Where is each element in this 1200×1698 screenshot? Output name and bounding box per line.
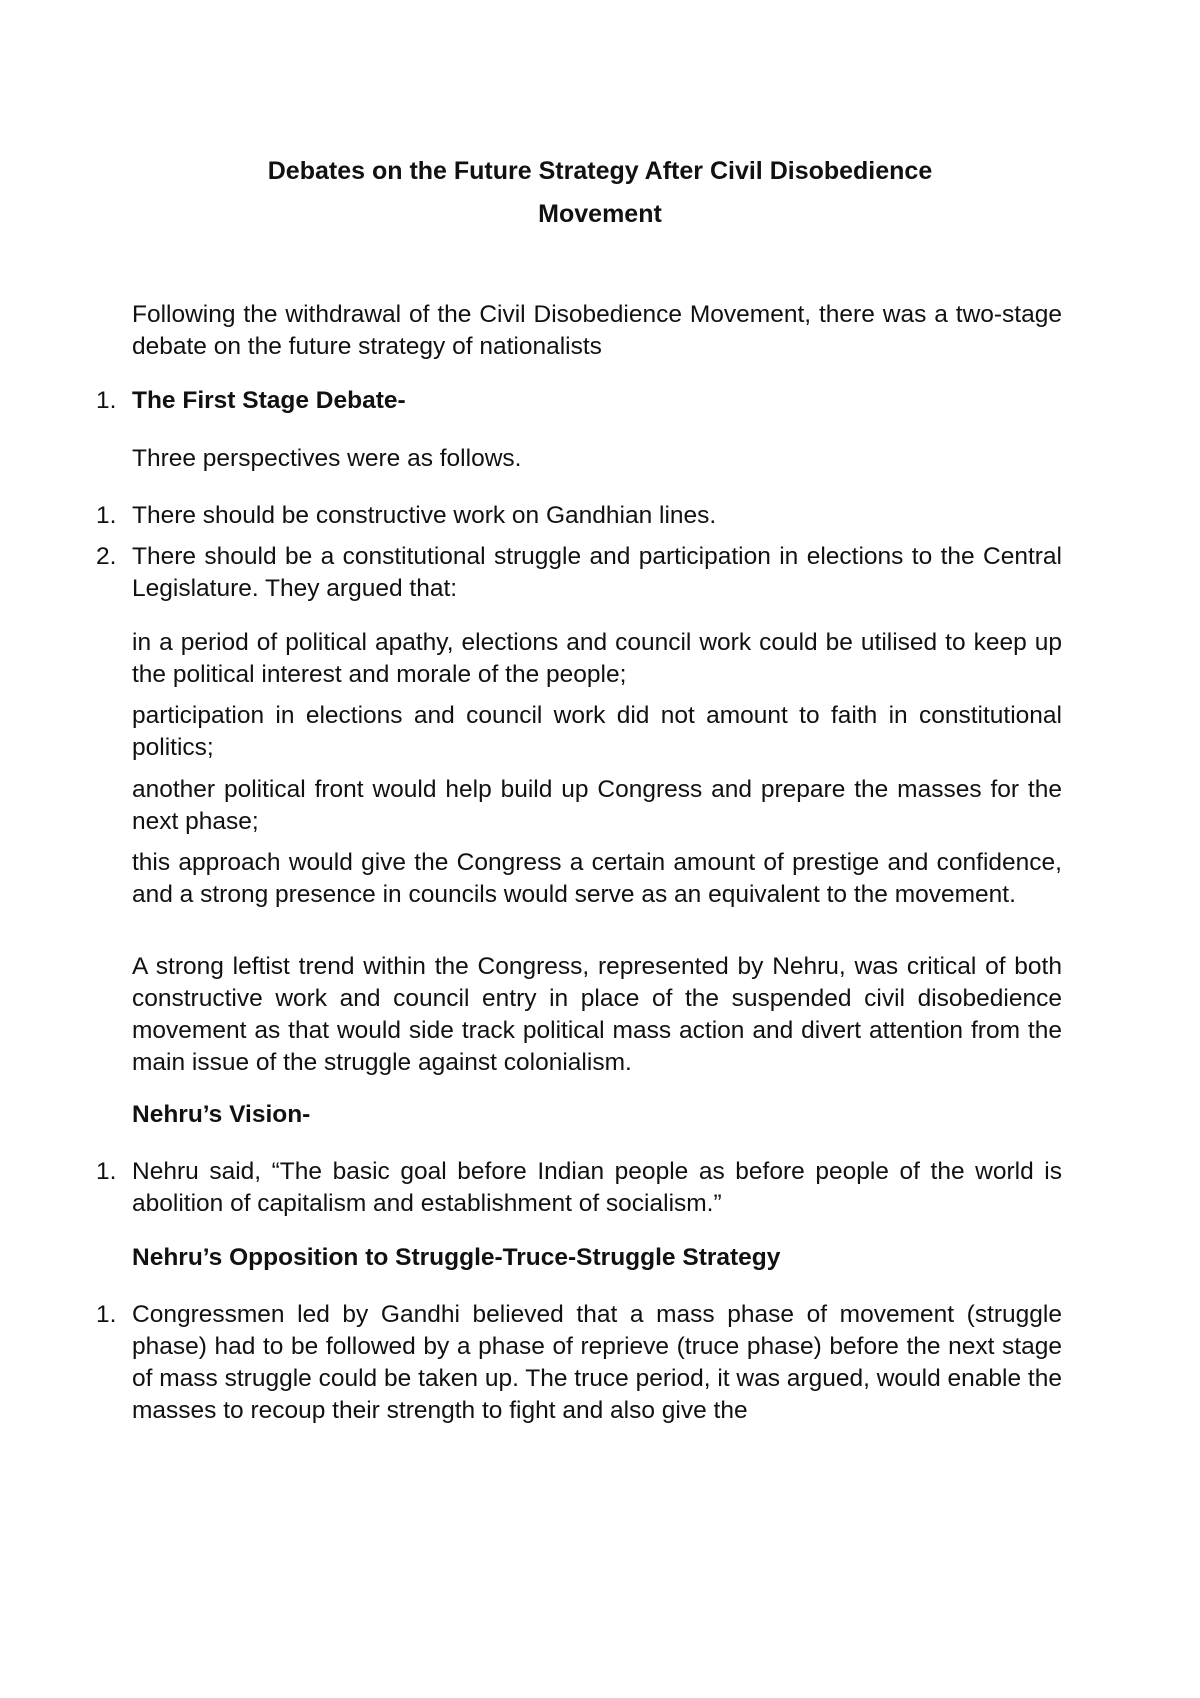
perspective-1-text: There should be constructive work on Gandhian lines. (132, 502, 717, 529)
argument-2: participation in elections and council work did not amount to faith in constitutional politics; (132, 702, 1062, 761)
opposition-item-text: Congressmen led by Gandhi believed that a mass phase of movement (struggle phase) had to be followed by a phase of reprieve (truce phase) before the next stage of mass struggle could be taken up. The truce period, it was argued, would enable the masses to recoup their strength to fight and also give the (132, 1301, 1062, 1424)
vision-item-number: 1. (96, 1158, 117, 1185)
section-1-number: 1. (96, 387, 117, 414)
perspective-2-text: There should be a constitutional struggle and participation in elections to the Central Legislature. They argued that: (132, 543, 1062, 602)
opposition-item-number: 1. (96, 1301, 117, 1328)
leftist-paragraph: A strong leftist trend within the Congress, represented by Nehru, was critical of both constructive work and council entry in place of the suspended civil disobedience movement as that would side track political mass action and divert attention from the main issue of the struggle against colonialism. (132, 953, 1062, 1076)
title-line-2: Movement (538, 200, 662, 228)
perspectives-lead: Three perspectives were as follows. (132, 445, 522, 472)
title-line-1: Debates on the Future Strategy After Civil Disobedience (267, 157, 933, 185)
section-1-heading: The First Stage Debate- (132, 387, 406, 414)
perspective-1-number: 1. (96, 502, 117, 529)
opposition-heading: Nehru’s Opposition to Struggle-Truce-Struggle Strategy (132, 1244, 781, 1271)
document-title (0, 150, 1200, 236)
argument-3: another political front would help build up Congress and prepare the masses for the next phase; (132, 776, 1062, 835)
intro-paragraph: Following the withdrawal of the Civil Disobedience Movement, there was a two-stage debate on the future strategy of nationalists (132, 301, 1062, 360)
argument-4: this approach would give the Congress a certain amount of prestige and confidence, and a strong presence in councils would serve as an equivalent to the movement. (132, 849, 1062, 908)
argument-1: in a period of political apathy, elections and council work could be utilised to keep up the political interest and morale of the people; (132, 629, 1062, 688)
perspective-2-number: 2. (96, 543, 117, 570)
vision-heading: Nehru’s Vision- (132, 1101, 311, 1128)
vision-item-text: Nehru said, “The basic goal before Indian people as before people of the world is abolition of capitalism and establishment of socialism.” (132, 1158, 1062, 1217)
